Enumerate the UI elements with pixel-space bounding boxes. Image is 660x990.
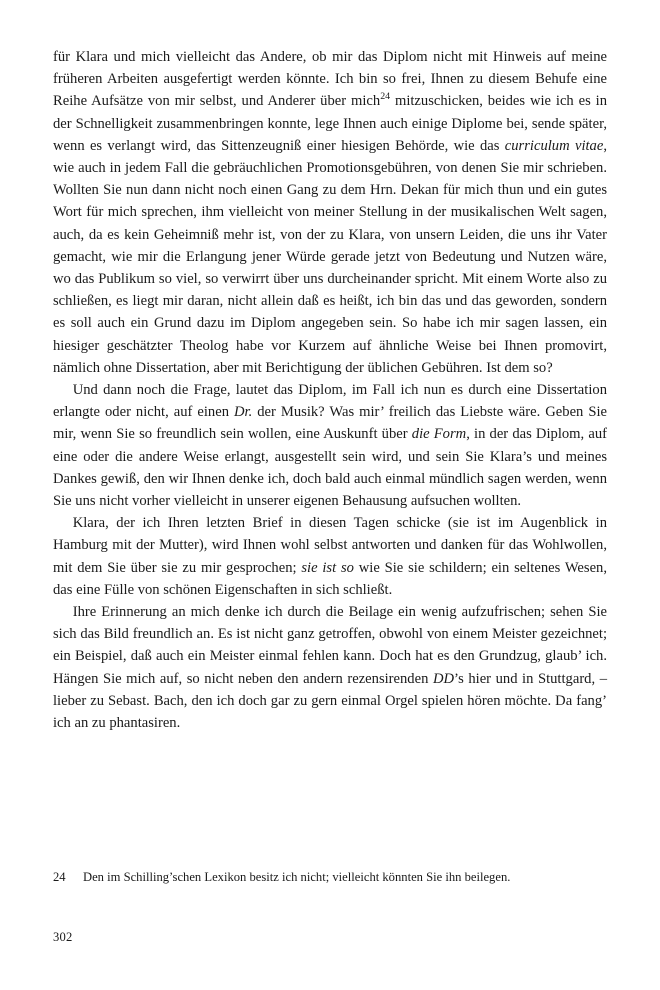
text-run-italic: curriculum vitae [504,137,604,154]
paragraph-3 [53,512,607,601]
footnote-area [53,868,607,887]
footnote-item [53,868,607,887]
text-run: der Musik? Was mir’ freilich das Liebste wäre. Geben Sie mir, wenn Sie so freundlich sein wollen, eine Auskunft über [53,404,607,443]
text-run-italic: DD [432,670,455,687]
text-run: für Klara und mich vielleicht das Andere, ob mir das Diplom nicht mit Hinweis auf meine früheren Arbeiten ausgefertigt werden könnte. Ich bin so frei, Ihnen zu diesem Behufe eine Reihe Aufsätze von mir selbst, und Anderer über mich [53,49,607,110]
text-run: , wie auch in jedem Fall die gebräuchlichen Promotionsgebühren, von denen Sie mir schrieben. Wollten Sie nun dann nicht noch einen Gang zu dem Hrn. Dekan für mich thun und ein gutes Wort für mich sprechen, ihm vielleicht von meiner Stellung in der musikalischen Welt sagen, auch, da es kein Geheimniß mehr ist, von der zu Klara, von unsern Leiden, die uns ihr Vater gemacht, wie mir die Erlangung jener Würde gerade jetzt von Bedeutung und Nutzen wäre, wo das Publikum so viel, so verwirrt über uns durcheinander spricht. Mit einem Worte also zu schließen, es liegt mir daran, nicht allein daß es heißt, ich bin das und das geworden, sondern es soll auch ein Grund dazu im Diplom angegeben sein. So habe ich mir sagen lassen, ein hiesiger geschätzter Theolog habe vor Kurzem auf ähnliche Weise bei Ihnen promovirt, nämlich ohne Dissertation, aber mit Berichtigung der üblichen Gebühren. Ist dem so? [53,137,607,376]
text-run: Klara, der ich Ihren letzten Brief in diesen Tagen schicke (sie ist im Augenblick in Hamburg mit der Mutter), wird Ihnen wohl selbst antworten und danken für das Wohlwollen, mit dem Sie über sie zu mir gesprochen; [53,515,607,576]
paragraph-4 [53,601,607,734]
footnote-number: 24 [53,870,66,884]
text-run: Und dann noch die Frage, lautet das Diplom, im Fall ich nun es durch eine Dissertation erlangte oder nicht, auf einen [53,382,607,421]
body-text-column [53,46,607,734]
footnote-text: Den im Schilling’schen Lexikon besitz ich nicht; vielleicht könnten Sie ihn beilegen. [83,870,511,884]
page-number: 302 [53,930,73,944]
text-run: , in der das Diplom, auf eine oder die andere Weise erlangt, ausgestellt sein wird, und sein Sie Klara’s und meines Dankes gewiß, den wir Ihnen denke ich, doch bald auch einmal mündlich sagen werden, wenn Sie uns nicht vorher vielleicht in unserer eigenen Behausung aufsuchen wollten. [53,426,607,510]
text-run: wie Sie sie schildern; ein seltenes Wesen, das eine Fülle von schönen Eigenschaften in sich schließt. [53,559,607,598]
paragraph-1 [53,46,607,379]
text-run-italic: sie ist so [301,559,354,576]
text-run: Ihre Erinnerung an mich denke ich durch die Beilage ein wenig aufzufrischen; sehen Sie sich das Bild freundlich an. Es ist nicht ganz getroffen, obwohl von einem Meister gezeichnet; ein Beispiel, daß auch ein Meister einmal fehlen kann. Doch hat es den Grundzug, glaub’ ich. Hängen Sie mich auf, so nicht neben den andern rezensirenden [53,604,607,687]
text-run: ’s hier und in Stuttgard, – lieber zu Sebast. Bach, den ich doch gar zu gern einmal Orgel spielen hören möchte. Da fang’ ich an zu phantasiren. [53,670,607,732]
paragraph-2 [53,379,607,512]
text-run: mitzuschicken, beides wie ich es in der Schnelligkeit zusammenbringen konnte, lege Ihnen auch einige Diplome bei, sende später, wenn es verlangt wird, das Sittenzeugniß einer hiesigen Behörde, wie das [53,93,607,154]
footnote-reference-24[interactable]: 24 [380,91,391,103]
text-run-italic: Dr. [233,404,253,421]
text-run-italic: die Form [411,426,467,443]
